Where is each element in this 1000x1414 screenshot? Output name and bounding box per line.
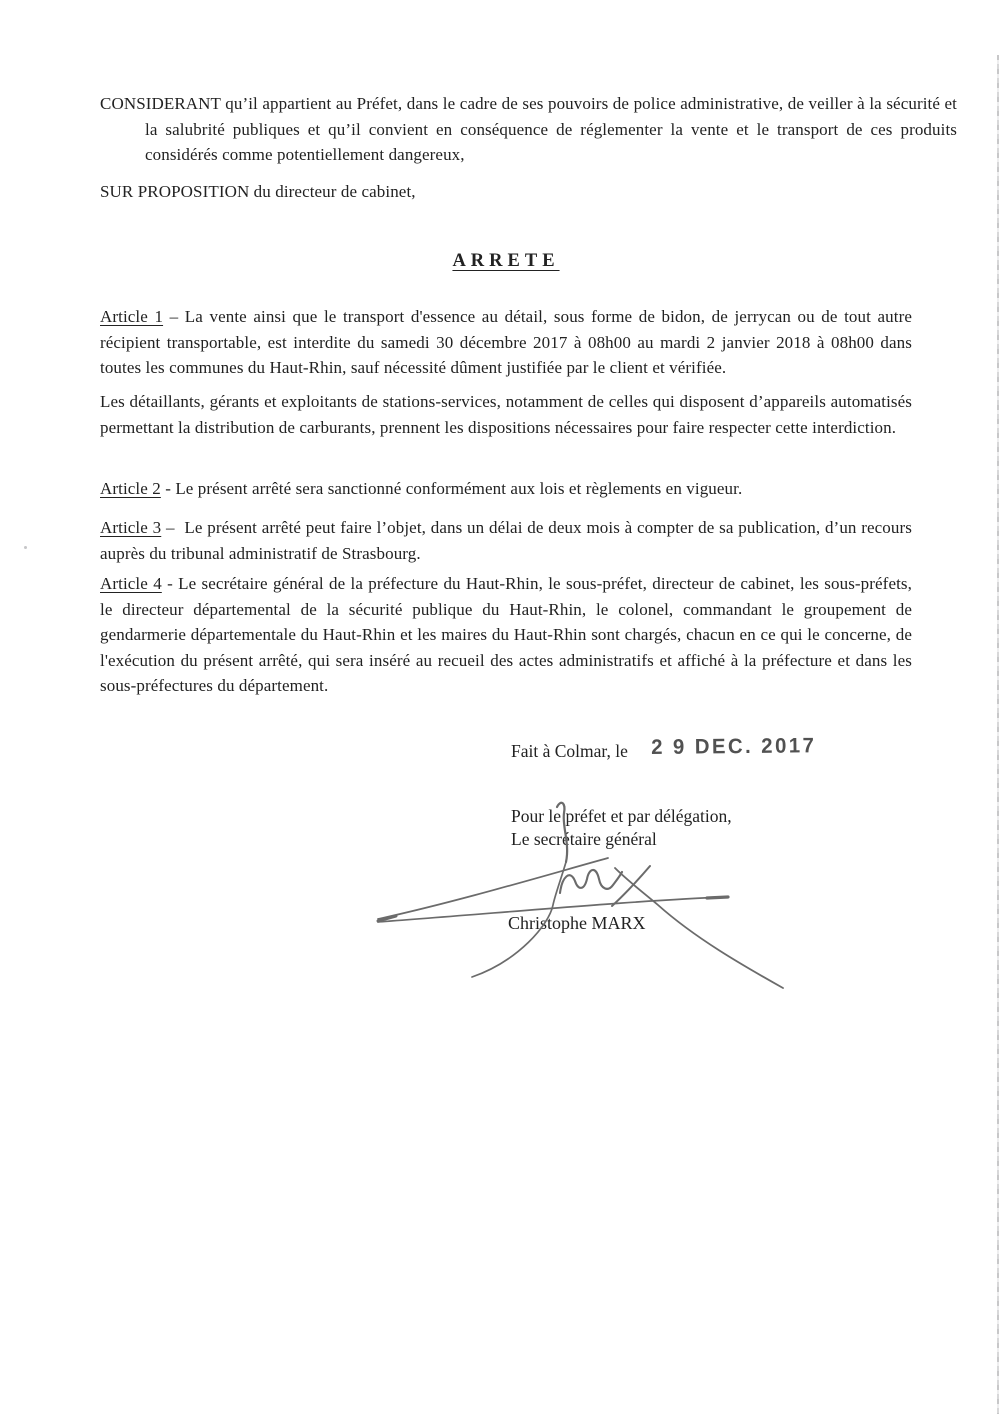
detaillants-paragraph: Les détaillants, gérants et exploitants de stations-services, notamment de celles qui disposent d’appareils automatisés permettant la distribution de carburants, prennent les dispositions nécessaires pour faire respecter cette interdiction.	[100, 392, 912, 437]
article-4-paragraph	[100, 571, 912, 699]
article-4-label: Article 4	[100, 574, 162, 593]
article-2-separator: -	[160, 479, 176, 498]
delegation-line-2: Le secrétaire général	[511, 829, 657, 849]
article-2-body: Le présent arrêté sera sanctionné conformément aux lois et règlements en vigueur.	[175, 479, 743, 498]
scan-speck	[24, 546, 27, 549]
article-1-separator: –	[163, 307, 185, 326]
article-1-label: Article 1	[100, 307, 164, 326]
date-stamp: 2 9 DEC. 2017	[651, 734, 817, 759]
article-2-paragraph	[100, 476, 912, 502]
article-3-label: Article 3	[100, 518, 162, 537]
article-3-separator: –	[161, 518, 180, 537]
article-1-paragraph	[100, 304, 912, 381]
scanner-edge-artifact	[997, 55, 999, 1414]
article-4-separator: -	[161, 574, 179, 593]
article-4-body: Le secrétaire général de la préfecture du Haut-Rhin, le sous-préfet, directeur de cabinet, les sous-préfets, le directeur départemental de la sécurité publique du Haut-Rhin, le colonel, commandant le groupement de gendarmerie départementale du Haut-Rhin et les maires du Haut-Rhin sont chargés, chacun en ce qui le concerne, de l'exécution du présent arrêté, qui sera inséré au recueil des actes administratifs et affiché à la préfecture et dans les sous-préfectures du département.	[100, 574, 912, 695]
place-date-line: Fait à Colmar, le	[511, 741, 628, 761]
article-2-label: Article 2	[100, 479, 161, 498]
considerant-paragraph: CONSIDERANT qu’il appartient au Préfet, dans le cadre de ses pouvoirs de police administrative, de veiller à la sécurité et la salubrité publiques et qu’il convient en conséquence de réglementer la vente et le transport de ces produits considérés comme potentiellement dangereux,	[100, 94, 957, 164]
signatory-name: Christophe MARX	[508, 913, 646, 933]
article-3-body: Le présent arrêté peut faire l’objet, dans un délai de deux mois à compter de sa publication, d’un recours auprès du tribunal administratif de Strasbourg.	[100, 518, 912, 563]
delegation-line-1: Pour le préfet et par délégation,	[511, 806, 732, 826]
article-1-body: La vente ainsi que le transport d'essence au détail, sous forme de bidon, de jerrycan ou de tout autre récipient transportable, est interdite du samedi 30 décembre 2017 à 08h00 au mardi 2 janvier 2018 à 08h00 dans toutes les communes du Haut-Rhin, sauf nécessité dûment justifiée par le client et vérifiée.	[100, 307, 912, 377]
arrete-title: ARRETE	[452, 251, 560, 271]
article-3-paragraph	[100, 515, 912, 566]
sur-proposition-line: SUR PROPOSITION du directeur de cabinet,	[100, 182, 416, 201]
